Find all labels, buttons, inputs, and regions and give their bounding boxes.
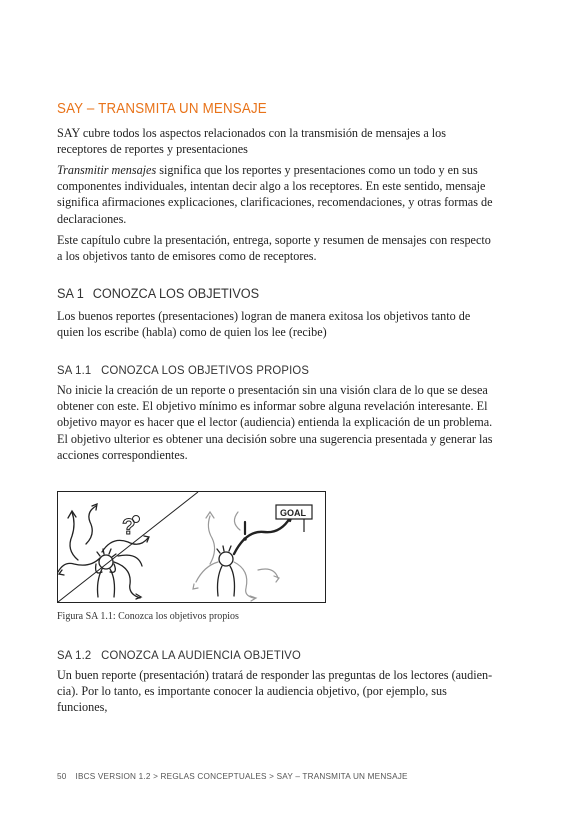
chapter-heading: SAY – TRANSMITA UN MENSAJE [57,101,267,117]
focused-person-sketch [193,512,293,601]
sa1-body: Los buenos reportes (presentaciones) logran de manera exitosa los objetivos tanto de quien los escribe (habla) como de quien los lee (recibe) [57,309,471,340]
intro-paragraph-2-text: significa que los reportes y presentaciones como un todo y en sus componentes individuales, intentan decir algo a los receptores. En este sentido, mensaje significa afirmaciones explicaciones, clarificaciones, recomendaciones, y otras formas de declaraciones. [57,163,493,226]
intro-paragraph-3: Este capítulo cubre la presentación, entrega, soporte y resumen de mensajes con respecto a los objetivos tanto de emisores como de receptores. [57,233,491,264]
section-number: SA 1.1 [57,363,92,377]
section-heading-sa11 [57,363,309,377]
section-title: CONOZCA LOS OBJETIVOS PROPIOS [101,363,310,377]
section-heading-sa1 [57,286,259,301]
divider-line [58,492,198,602]
figure-caption: Figura SA 1.1: Conozca los objetivos propios [57,611,239,622]
objectives-sketch [58,492,325,602]
footer-breadcrumb: IBCS VERSION 1.2 > REGLAS CONCEPTUALES > SAY – TRANSMITA UN MENSAJE [75,772,408,781]
section-title: CONOZCA LOS OBJETIVOS [92,286,260,301]
page-number: 50 [57,772,67,781]
section-heading-sa12 [57,648,301,662]
intro-emphasis: Transmitir mensajes [57,163,157,177]
goal-sign-label: GOAL [280,508,306,518]
section-number: SA 1.2 [57,648,92,662]
intro-paragraph-2 [57,162,497,227]
page-footer [57,772,408,781]
intro-paragraph-1: SAY cubre todos los aspectos relacionados con la transmisión de mensajes a los receptores de reportes y presentaciones [57,126,447,157]
sa12-body: Un buen reporte (presentación) tratará de responder las preguntas de los lectores (audiencia). Por lo tanto, es importante conocer la audiencia objetivo, (por ejemplo, sus funciones, [57,668,493,715]
figure-illustration [57,491,326,603]
question-mark-icon: ? [122,514,136,539]
section-title: CONOZCA LA AUDIENCIA OBJETIVO [101,648,301,662]
section-number: SA 1 [57,286,84,301]
sa11-body: No inicie la creación de un reporte o presentación sin una visión clara de lo que se desea obtener con este. El objetivo mínimo es informar sobre alguna revelación interesante. El objetivo mayor es hacer que el lector (audiencia) entienda la explicación de un problema. El objetivo ulterior es obtener una decisión sobre una sugerencia presentada y generar las acciones correspondientes. [57,383,493,462]
